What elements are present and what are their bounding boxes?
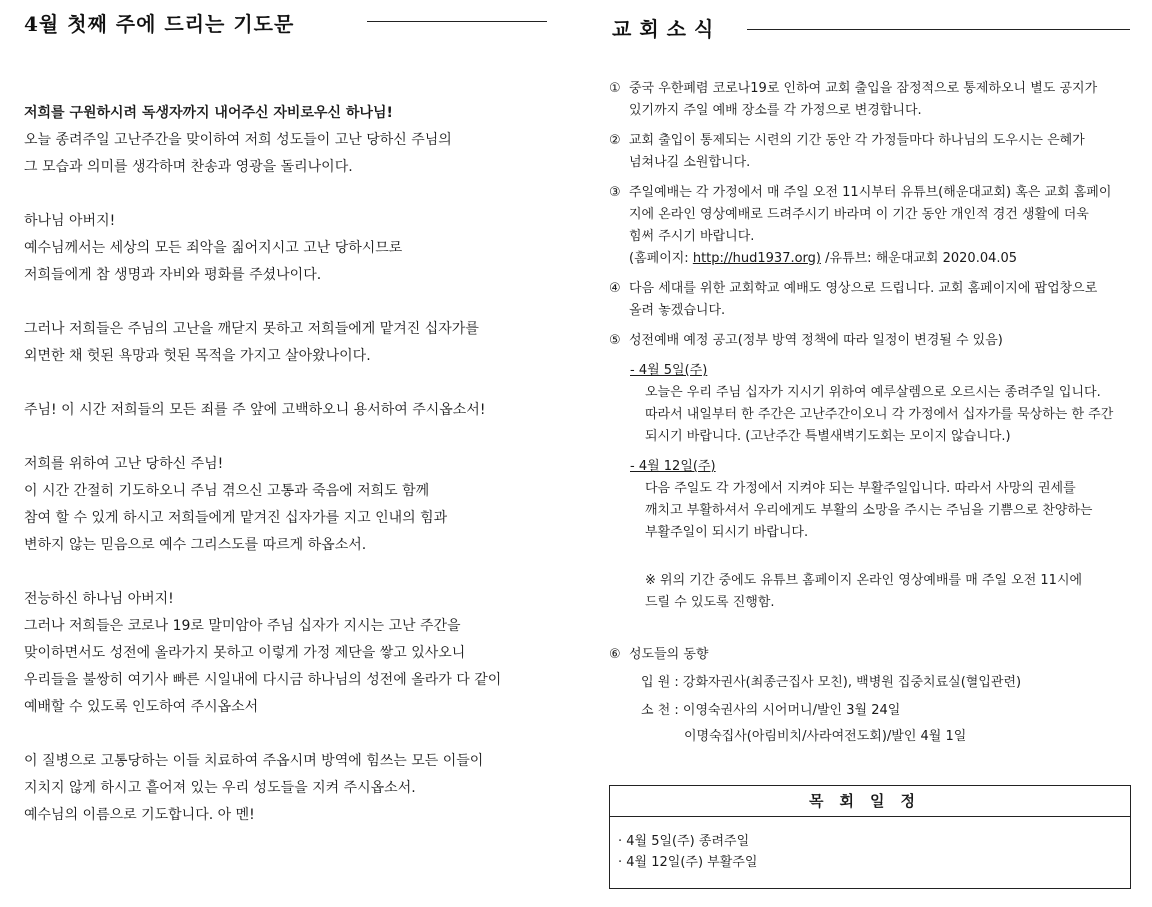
prayer-paragraph xyxy=(24,748,564,829)
prayer-line: 하나님 아버지! xyxy=(24,213,116,229)
notice-line: 되시기 바랍니다. (고난주간 특별새벽기도회는 모이지 않습니다.) xyxy=(645,429,1011,444)
prayer-body xyxy=(24,100,564,856)
prayer-paragraph xyxy=(24,451,564,559)
news-line: 있기까지 주일 예배 장소를 각 가정으로 변경합니다. xyxy=(629,103,922,118)
prayer-line: 저희들에게 참 생명과 자비와 평화를 주셨나이다. xyxy=(24,267,322,283)
news-item-3 xyxy=(609,182,1139,270)
prayer-line: 이 질병으로 고통당하는 이들 치료하여 주옵시며 방역에 힘쓰는 모든 이들이 xyxy=(24,753,484,769)
prayer-paragraph xyxy=(24,208,564,289)
ministry-schedule-box xyxy=(609,785,1131,889)
prayer-line: 저희를 구원하시려 독생자까지 내어주신 자비로우신 하나님! xyxy=(24,105,393,121)
prayer-line: 맞이하면서도 성전에 올라가지 못하고 이렇게 가정 제단을 쌓고 있사오니 xyxy=(24,645,466,661)
footnote xyxy=(609,570,1139,614)
schedule-item: · 4월 12일(주) 부활주일 xyxy=(618,855,758,870)
schedule-item: · 4월 5일(주) 종려주일 xyxy=(618,834,750,849)
item-number: ① xyxy=(609,81,621,96)
prayer-line: 전능하신 하나님 아버지! xyxy=(24,591,174,607)
members-title: 성도들의 동향 xyxy=(629,647,709,662)
news-item-2 xyxy=(609,130,1139,174)
prayer-line: 이 시간 간절히 기도하오니 주님 겪으신 고통과 죽음에 저희도 함께 xyxy=(24,483,430,499)
notice-line: 오늘은 우리 주님 십자가 지시기 위하여 예루살렘으로 오르시는 종려주일 입니다. xyxy=(645,385,1101,400)
death-row xyxy=(629,726,1139,748)
news-line: 넘쳐나길 소원합니다. xyxy=(629,155,751,170)
news-line: 주일예배는 각 가정에서 매 주일 오전 11시부터 유튜브(해운대교회) 혹은 교회 홈페이 xyxy=(629,185,1112,200)
notice-line: 부활주일이 되시기 바랍니다. xyxy=(645,525,809,540)
item-number: ② xyxy=(609,133,621,148)
prayer-line: 예수님께서는 세상의 모든 죄악을 짊어지시고 고난 당하시므로 xyxy=(24,240,403,256)
item-number: ③ xyxy=(609,185,621,200)
prayer-line: 주님! 이 시간 저희들의 모든 죄를 주 앞에 고백하오니 용서하여 주시옵소서! xyxy=(24,402,486,418)
schedule-notice-apr12 xyxy=(609,456,1139,544)
prayer-line: 예배할 수 있도록 인도하여 주시옵소서 xyxy=(24,699,259,715)
notice-date: - 4월 5일(주) xyxy=(630,363,708,378)
note-line: 드릴 수 있도록 진행함. xyxy=(645,595,775,610)
news-line: 교회 출입이 통제되는 시련의 기간 동안 각 가정들마다 하나님의 도우시는 은혜가 xyxy=(629,133,1085,148)
news-list xyxy=(609,78,1139,756)
youtube-info: /유튜브: 해운대교회 2020.04.05 xyxy=(821,251,1018,266)
hospital-text: 입 원 : 강화자권사(최종근집사 모친), 백병원 집중치료실(혈입관련) xyxy=(641,675,1022,690)
prayer-line: 예수님의 이름으로 기도합니다. 아 멘! xyxy=(24,807,255,823)
prayer-paragraph xyxy=(24,397,564,424)
prayer-line: 그 모습과 의미를 생각하며 찬송과 영광을 돌리나이다. xyxy=(24,159,353,175)
prayer-line: 저희를 위하여 고난 당하신 주님! xyxy=(24,456,224,472)
notice-date: - 4월 12일(주) xyxy=(630,459,716,474)
news-line: 다음 세대를 위한 교회학교 예배도 영상으로 드립니다. 교회 홈페이지에 팝업창으로 xyxy=(629,281,1098,296)
news-line: 중국 우한폐렴 코로나19로 인하여 교회 출입을 잠정적으로 통제하오니 별도 공지가 xyxy=(629,81,1098,96)
prayer-title: 4월 첫째 주에 드리는 기도문 xyxy=(24,12,295,36)
notice-line: 다음 주일도 각 가정에서 지켜야 되는 부활주일입니다. 따라서 사망의 권세를 xyxy=(645,481,1076,496)
prayer-line: 외면한 채 헛된 욕망과 헛된 목적을 가지고 살아왔나이다. xyxy=(24,348,371,364)
item-number: ⑤ xyxy=(609,333,621,348)
prayer-line: 변하지 않는 믿음으로 예수 그리스도를 따르게 하옵소서. xyxy=(24,537,367,553)
homepage-link[interactable]: http://hud1937.org) xyxy=(692,251,821,266)
death-row xyxy=(629,700,1139,722)
news-line: 지에 온라인 영상예배로 드려주시기 바라며 이 기간 동안 개인적 경건 생활에 더욱 xyxy=(629,207,1089,222)
death-text: 소 천 : 이영숙권사의 시어머니/발인 3월 24일 xyxy=(641,703,901,718)
news-item-1 xyxy=(609,78,1139,122)
news-line: 힘써 주시기 바랍니다. xyxy=(629,229,755,244)
prayer-line: 오늘 종려주일 고난주간을 맞이하여 저희 성도들이 고난 당하신 주님의 xyxy=(24,132,452,148)
schedule-list xyxy=(610,817,1130,873)
news-item-4 xyxy=(609,278,1139,322)
item-number: ④ xyxy=(609,281,621,296)
prayer-paragraph xyxy=(24,100,564,181)
prayer-line: 참여 할 수 있게 하시고 저희들에게 맡겨진 십자가를 지고 인내의 힘과 xyxy=(24,510,448,526)
news-line: 올려 놓겠습니다. xyxy=(629,303,726,318)
schedule-notice-apr5 xyxy=(609,360,1139,448)
notice-line: 깨치고 부활하셔서 우리에게도 부활의 소망을 주시는 주님을 기쁨으로 찬양하는 xyxy=(645,503,1093,518)
prayer-line: 지치지 않게 하시고 흩어져 있는 우리 성도들을 지켜 주시옵소서. xyxy=(24,780,416,796)
news-title: 교회소식 xyxy=(612,17,722,41)
news-line: 성전예배 예정 공고(정부 방역 정책에 따라 일정이 변경될 수 있음) xyxy=(629,333,1003,348)
item-number: ⑥ xyxy=(609,647,621,662)
title-divider xyxy=(367,21,547,22)
news-item-5 xyxy=(609,330,1139,352)
homepage-line xyxy=(629,248,1139,270)
hospital-row xyxy=(629,672,1139,694)
notice-line: 따라서 내일부터 한 주간은 고난주간이오니 각 가정에서 십자가를 묵상하는 한 주간 xyxy=(645,407,1114,422)
prayer-line: 그러나 저희들은 코로나 19로 말미암아 주님 십자가 지시는 고난 주간을 xyxy=(24,618,461,634)
prayer-paragraph xyxy=(24,586,564,721)
news-item-6 xyxy=(609,644,1139,748)
news-title-divider xyxy=(747,29,1130,30)
note-line: ※ 위의 기간 중에도 유튜브 홈페이지 온라인 영상예배를 매 주일 오전 11시에 xyxy=(645,573,1083,588)
prayer-line: 우리들을 불쌍히 여기사 빠른 시일내에 다시금 하나님의 성전에 올라가 다 같이 xyxy=(24,672,502,688)
schedule-title: 목회일정 xyxy=(610,786,1130,817)
prayer-line: 그러나 저희들은 주님의 고난을 깨닫지 못하고 저희들에게 맡겨진 십자가를 xyxy=(24,321,479,337)
prayer-paragraph xyxy=(24,316,564,370)
homepage-prefix: (홈페이지: xyxy=(629,251,693,266)
death-text: 이명숙집사(아림비치/사라여전도회)/발인 4월 1일 xyxy=(684,729,967,744)
